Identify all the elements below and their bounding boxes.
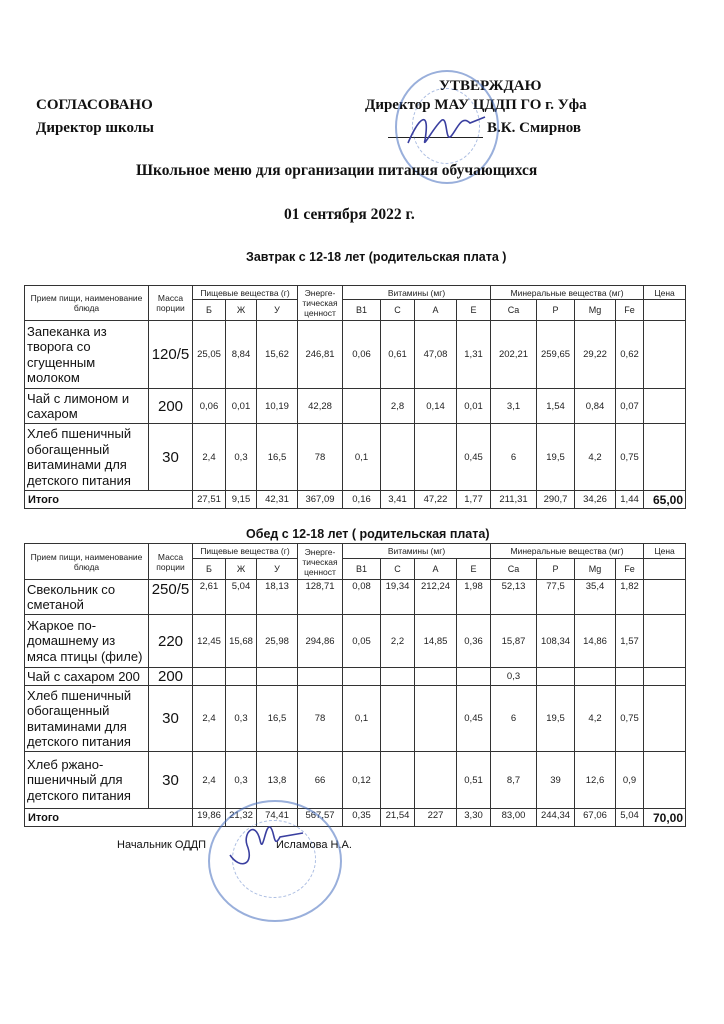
- cell-zh: 8,84: [226, 321, 257, 389]
- total-b: 27,51: [193, 491, 226, 509]
- cell-price: [644, 752, 686, 809]
- dish-name: Чай с сахаром 200: [25, 668, 149, 686]
- cell-mg: 29,22: [575, 321, 616, 389]
- cell-e: 0,36: [457, 615, 491, 668]
- total-p: 244,34: [537, 809, 575, 827]
- total-a: 47,22: [415, 491, 457, 509]
- signature-icon: [400, 105, 490, 155]
- cell-u: 15,62: [257, 321, 298, 389]
- cell-a: [415, 424, 457, 491]
- dish-mass: 200: [149, 668, 193, 686]
- table-row: [25, 321, 686, 389]
- table-row: [25, 668, 686, 686]
- table-row: [25, 580, 686, 615]
- cell-b1: 0,06: [343, 321, 381, 389]
- page-title: Школьное меню для организации питания обучающихся: [136, 162, 538, 179]
- cell-ca: 15,87: [491, 615, 537, 668]
- cell-c: [381, 668, 415, 686]
- cell-fe: 0,07: [616, 389, 644, 424]
- cell-zh: 0,01: [226, 389, 257, 424]
- cell-price: [644, 321, 686, 389]
- cell-u: 13,8: [257, 752, 298, 809]
- cell-ca: 202,21: [491, 321, 537, 389]
- cell-b1: 0,12: [343, 752, 381, 809]
- col-ca: Ca: [491, 300, 537, 321]
- total-ca: 83,00: [491, 809, 537, 827]
- cell-ca: 3,1: [491, 389, 537, 424]
- cell-fe: 0,9: [616, 752, 644, 809]
- col-e: Е: [457, 300, 491, 321]
- cell-u: 10,19: [257, 389, 298, 424]
- cell-p: 39: [537, 752, 575, 809]
- total-price: 65,00: [644, 491, 686, 509]
- cell-b: 2,61: [193, 580, 226, 615]
- col-energy-header: Энерге-тическая ценност: [298, 286, 343, 321]
- footer-role: Начальник ОДДП: [117, 839, 207, 851]
- table-row: [25, 424, 686, 491]
- agreed-role: Директор школы: [36, 120, 154, 136]
- cell-e: 1,98: [457, 580, 491, 615]
- cell-p: 19,5: [537, 424, 575, 491]
- cell-b: 2,4: [193, 424, 226, 491]
- cell-u: [257, 668, 298, 686]
- col-b1: В1: [343, 559, 381, 580]
- col-a: А: [415, 559, 457, 580]
- cell-price: [644, 668, 686, 686]
- col-nutrients-header: Пищевые вещества (г): [193, 286, 298, 300]
- total-e: 3,30: [457, 809, 491, 827]
- dish-name: Запеканка из творога со сгущенным молоком: [25, 321, 149, 389]
- total-a: 227: [415, 809, 457, 827]
- menu-date: 01 сентября 2022 г.: [284, 206, 415, 223]
- col-nutrients-header: Пищевые вещества (г): [193, 544, 298, 559]
- cell-mg: 14,86: [575, 615, 616, 668]
- cell-e: 0,51: [457, 752, 491, 809]
- col-energy-header: Энерге-тическая ценност: [298, 544, 343, 580]
- cell-u: 16,5: [257, 686, 298, 752]
- lunch-title: Обед с 12-18 лет ( родительская плата): [246, 527, 490, 541]
- dish-name: Чай с лимоном и сахаром: [25, 389, 149, 424]
- table-header-row: [25, 286, 686, 300]
- col-c: С: [381, 300, 415, 321]
- col-price-sub: [644, 300, 686, 321]
- total-ca: 211,31: [491, 491, 537, 509]
- dish-mass: 30: [149, 424, 193, 491]
- cell-e: 0,45: [457, 424, 491, 491]
- cell-energy: 66: [298, 752, 343, 809]
- breakfast-table: [24, 285, 686, 509]
- total-p: 290,7: [537, 491, 575, 509]
- col-p: P: [537, 300, 575, 321]
- total-row: [25, 491, 686, 509]
- cell-c: 2,2: [381, 615, 415, 668]
- col-zh: Ж: [226, 559, 257, 580]
- cell-b: 12,45: [193, 615, 226, 668]
- col-e: Е: [457, 559, 491, 580]
- cell-mg: 35,4: [575, 580, 616, 615]
- table-row: [25, 615, 686, 668]
- col-mg: Mg: [575, 300, 616, 321]
- cell-energy: 78: [298, 424, 343, 491]
- cell-b1: 0,05: [343, 615, 381, 668]
- total-energy: 567,57: [298, 809, 343, 827]
- table-header-row: [25, 544, 686, 559]
- dish-name: Хлеб пшеничный обогащенный витаминами для детского питания: [25, 424, 149, 491]
- lunch-table: [24, 543, 686, 827]
- footer-name: Исламова Н.А.: [276, 839, 352, 851]
- col-mass-header: Масса порции: [149, 544, 193, 580]
- approver-name: В.К. Смирнов: [487, 120, 582, 136]
- total-mg: 34,26: [575, 491, 616, 509]
- cell-ca: 6: [491, 686, 537, 752]
- total-b1: 0,35: [343, 809, 381, 827]
- total-b: 19,86: [193, 809, 226, 827]
- agreed-label: СОГЛАСОВАНО: [36, 97, 153, 113]
- cell-fe: 0,62: [616, 321, 644, 389]
- approver-role: Директор МАУ ЦДДП ГО г. Уфа: [365, 97, 587, 113]
- col-name-header: Прием пищи, наименование блюда: [25, 286, 149, 321]
- cell-b1: [343, 668, 381, 686]
- cell-mg: 4,2: [575, 686, 616, 752]
- total-zh: 9,15: [226, 491, 257, 509]
- cell-fe: 1,57: [616, 615, 644, 668]
- cell-u: 16,5: [257, 424, 298, 491]
- dish-mass: 30: [149, 686, 193, 752]
- cell-c: [381, 752, 415, 809]
- dish-mass: 220: [149, 615, 193, 668]
- cell-p: 19,5: [537, 686, 575, 752]
- dish-name: Свекольник со сметаной: [25, 580, 149, 615]
- cell-e: 0,01: [457, 389, 491, 424]
- cell-c: 0,61: [381, 321, 415, 389]
- cell-mg: [575, 668, 616, 686]
- cell-fe: 1,82: [616, 580, 644, 615]
- total-label: Итого: [25, 491, 193, 509]
- cell-zh: 0,3: [226, 686, 257, 752]
- cell-p: [537, 668, 575, 686]
- cell-e: 1,31: [457, 321, 491, 389]
- total-price: 70,00: [644, 809, 686, 827]
- cell-price: [644, 580, 686, 615]
- cell-a: 47,08: [415, 321, 457, 389]
- col-mass-header: Масса порции: [149, 286, 193, 321]
- cell-b: 25,05: [193, 321, 226, 389]
- cell-mg: 12,6: [575, 752, 616, 809]
- col-price-sub: [644, 559, 686, 580]
- cell-u: 25,98: [257, 615, 298, 668]
- cell-energy: 128,71: [298, 580, 343, 615]
- cell-a: 212,24: [415, 580, 457, 615]
- cell-b1: 0,08: [343, 580, 381, 615]
- cell-c: [381, 686, 415, 752]
- cell-b: 2,4: [193, 686, 226, 752]
- cell-energy: 246,81: [298, 321, 343, 389]
- total-u: 42,31: [257, 491, 298, 509]
- dish-mass: 120/5: [149, 321, 193, 389]
- cell-ca: 0,3: [491, 668, 537, 686]
- cell-price: [644, 424, 686, 491]
- cell-mg: 0,84: [575, 389, 616, 424]
- cell-price: [644, 615, 686, 668]
- cell-b: [193, 668, 226, 686]
- col-fe: Fe: [616, 559, 644, 580]
- dish-mass: 250/5: [149, 580, 193, 615]
- col-zh: Ж: [226, 300, 257, 321]
- total-fe: 1,44: [616, 491, 644, 509]
- cell-fe: 0,75: [616, 686, 644, 752]
- cell-b1: 0,1: [343, 686, 381, 752]
- cell-a: [415, 686, 457, 752]
- total-row: [25, 809, 686, 827]
- cell-e: 0,45: [457, 686, 491, 752]
- col-b1: В1: [343, 300, 381, 321]
- cell-ca: 8,7: [491, 752, 537, 809]
- cell-zh: [226, 668, 257, 686]
- total-c: 21,54: [381, 809, 415, 827]
- col-price-header: Цена: [644, 286, 686, 300]
- cell-b: 0,06: [193, 389, 226, 424]
- col-u: У: [257, 559, 298, 580]
- cell-a: 14,85: [415, 615, 457, 668]
- col-ca: Ca: [491, 559, 537, 580]
- total-c: 3,41: [381, 491, 415, 509]
- col-minerals-header: Минеральные вещества (мг): [491, 544, 644, 559]
- col-b: Б: [193, 300, 226, 321]
- col-name-header: Прием пищи, наименование блюда: [25, 544, 149, 580]
- dish-name: Хлеб пшеничный обогащенный витаминами для детского питания: [25, 686, 149, 752]
- cell-energy: 294,86: [298, 615, 343, 668]
- table-row: [25, 389, 686, 424]
- cell-mg: 4,2: [575, 424, 616, 491]
- total-u: 74,41: [257, 809, 298, 827]
- approval-label: УТВЕРЖДАЮ: [439, 78, 542, 94]
- dish-name: Хлеб ржано-пшеничный для детского питания: [25, 752, 149, 809]
- col-fe: Fe: [616, 300, 644, 321]
- total-fe: 5,04: [616, 809, 644, 827]
- col-vitamins-header: Витамины (мг): [343, 544, 491, 559]
- cell-price: [644, 389, 686, 424]
- cell-c: 2,8: [381, 389, 415, 424]
- cell-p: 108,34: [537, 615, 575, 668]
- col-b: Б: [193, 559, 226, 580]
- cell-a: [415, 668, 457, 686]
- total-label: Итого: [25, 809, 193, 827]
- cell-zh: 0,3: [226, 424, 257, 491]
- cell-ca: 6: [491, 424, 537, 491]
- cell-p: 77,5: [537, 580, 575, 615]
- cell-fe: 0,75: [616, 424, 644, 491]
- cell-a: 0,14: [415, 389, 457, 424]
- col-c: С: [381, 559, 415, 580]
- table-row: [25, 686, 686, 752]
- cell-zh: 5,04: [226, 580, 257, 615]
- cell-e: [457, 668, 491, 686]
- total-zh: 21,32: [226, 809, 257, 827]
- total-b1: 0,16: [343, 491, 381, 509]
- dish-name: Жаркое по-домашнему из мяса птицы (филе): [25, 615, 149, 668]
- col-minerals-header: Минеральные вещества (мг): [491, 286, 644, 300]
- cell-zh: 15,68: [226, 615, 257, 668]
- cell-energy: 42,28: [298, 389, 343, 424]
- breakfast-title: Завтрак с 12-18 лет (родительская плата ): [246, 250, 507, 264]
- cell-energy: [298, 668, 343, 686]
- cell-b1: [343, 389, 381, 424]
- cell-ca: 52,13: [491, 580, 537, 615]
- total-energy: 367,09: [298, 491, 343, 509]
- col-u: У: [257, 300, 298, 321]
- col-mg: Mg: [575, 559, 616, 580]
- total-e: 1,77: [457, 491, 491, 509]
- table-row: [25, 752, 686, 809]
- signature-icon: [225, 815, 305, 875]
- cell-zh: 0,3: [226, 752, 257, 809]
- dish-mass: 30: [149, 752, 193, 809]
- cell-a: [415, 752, 457, 809]
- dish-mass: 200: [149, 389, 193, 424]
- col-vitamins-header: Витамины (мг): [343, 286, 491, 300]
- cell-p: 1,54: [537, 389, 575, 424]
- cell-p: 259,65: [537, 321, 575, 389]
- cell-fe: [616, 668, 644, 686]
- cell-price: [644, 686, 686, 752]
- cell-energy: 78: [298, 686, 343, 752]
- cell-b1: 0,1: [343, 424, 381, 491]
- col-a: А: [415, 300, 457, 321]
- cell-u: 18,13: [257, 580, 298, 615]
- col-p: P: [537, 559, 575, 580]
- total-mg: 67,06: [575, 809, 616, 827]
- cell-c: 19,34: [381, 580, 415, 615]
- cell-b: 2,4: [193, 752, 226, 809]
- cell-c: [381, 424, 415, 491]
- col-price-header: Цена: [644, 544, 686, 559]
